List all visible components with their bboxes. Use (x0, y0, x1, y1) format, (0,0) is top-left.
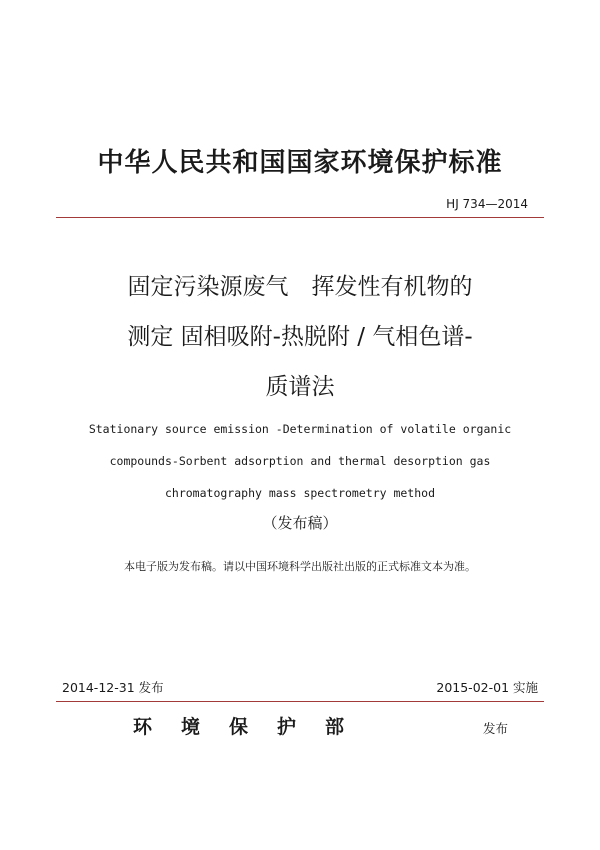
edition-notice: 本电子版为发布稿。请以中国环境科学出版社出版的正式标准文本为准。 (124, 560, 476, 573)
release-date: 2014-12-31 发布 (62, 680, 164, 695)
standard-type-heading: 中华人民共和国国家环境保护标准 (97, 148, 503, 178)
english-title-line-2: compounds-Sorbent adsorption and thermal desorption gas (109, 454, 491, 468)
chinese-title (60, 262, 540, 412)
chinese-title-line-2: 测定 固相吸附-热脱附 / 气相色谱- (127, 324, 473, 350)
standard-code: HJ 734—2014 (446, 197, 528, 211)
bottom-divider (56, 701, 544, 702)
draft-label: （发布稿） (262, 514, 338, 532)
chinese-title-line-3: 质谱法 (265, 374, 335, 400)
top-divider (56, 217, 544, 218)
implementation-date: 2015-02-01 实施 (436, 680, 538, 695)
chinese-title-line-1: 固定污染源废气 挥发性有机物的 (127, 274, 473, 300)
english-title-line-1: Stationary source emission -Determination of volatile organic (88, 422, 512, 436)
english-title (20, 413, 580, 509)
issuing-label: 发布 (483, 721, 509, 736)
issuing-authority: 环境保护部 (133, 716, 374, 738)
english-title-line-3: chromatography mass spectrometry method (164, 486, 436, 500)
